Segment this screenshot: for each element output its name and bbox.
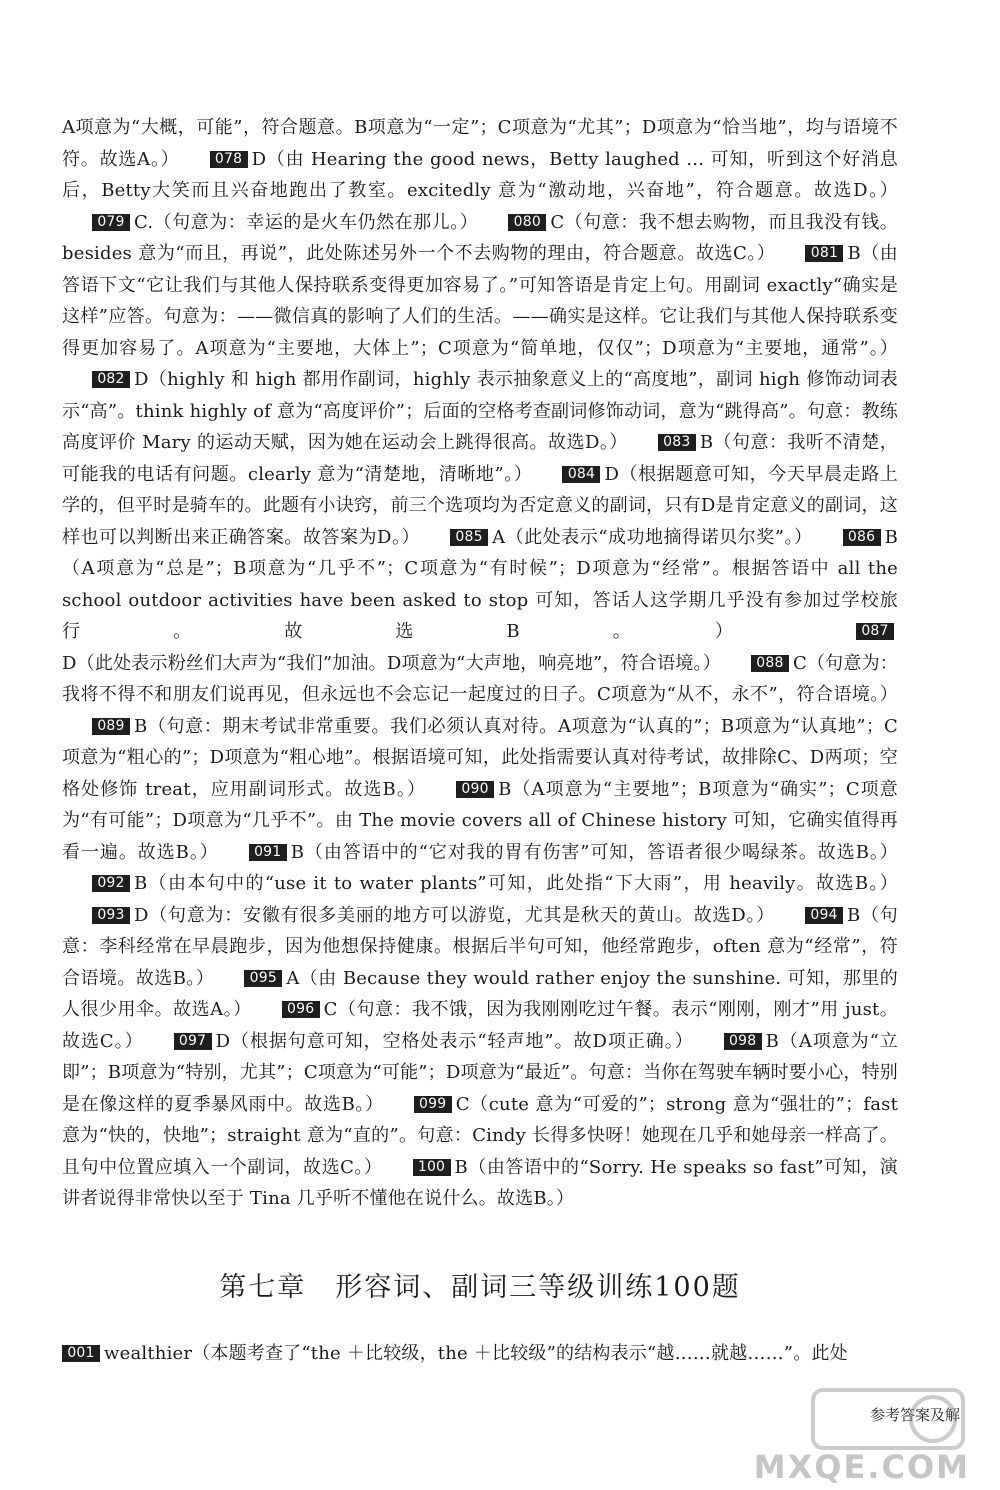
question-number-badge: 081 [805, 245, 843, 262]
question-number-badge: 098 [724, 1033, 762, 1050]
question-number-badge: 083 [658, 434, 696, 451]
answer-text: D（此处表示粉丝们大声为“我们”加油。D项意为“大声地，响亮地”，符合语境。） [62, 652, 721, 674]
answer-text: B（由本句中的“use it to water plants”可知，此处指“下大雨”，用 heavily。故选B。） [134, 873, 898, 894]
question-number-badge: 087 [856, 623, 894, 640]
answer-text: C（句意：我不饿，因为我刚刚吃过午餐。表示“刚刚，刚才”用 just。故选C。） [62, 999, 898, 1052]
answer-text: C（句意为：我将不得不和朋友们说再见，但永远也不会忘记一起度过的日子。C项意为“从不，永不”，符合语境。） [62, 652, 898, 705]
answer-text: C.（句意为：幸运的是火车仍然在那儿。） [134, 211, 479, 233]
answer-text: B（A项意为“立即”；B项意为“特别，尤其”；C项意为“可能”；D项意为“最近”。句意：当你在驾驶车辆时要小心，特别是在像这样的夏季暴风雨中。故选B。） [62, 1030, 898, 1115]
question-number-badge: 078 [210, 151, 248, 168]
answer-text: D（highly 和 high 都用作副词，highly 表示抽象意义上的“高度地”，副词 high 修饰动词表示“高”。think highly of 意为“高度评价”；后面的空格考查副词修饰动词，意为“跳得高”。句意：教练高度评价 Mary 的运动天赋，因为她在运动会上跳得很高。故选D。） [62, 369, 898, 453]
question-number-badge: 095 [244, 970, 282, 987]
answer-text: B（A项意为“主要地”；B项意为“确实”；C项意为“有可能”；D项意为“几乎不”。由 The movie covers all of Chinese history 可知，它确实值得再看一遍。故选B。） [62, 778, 898, 863]
answer-text: A项意为“大概，可能”，符合题意。B项意为“一定”；C项意为“尤其”；D项意为“恰当地”，均与语境不符。故选A。） [62, 117, 898, 170]
answer-text: B（由答语中的“它对我的胃有伤害”可知，答语者很少喝绿茶。故选B。） [290, 841, 899, 863]
answer-text: A（此处表示“成功地摘得诺贝尔奖”。） [492, 526, 813, 548]
question-number-badge: 094 [805, 907, 843, 924]
question-number-badge: 100 [413, 1159, 451, 1176]
answer-text: D（句意为：安徽有很多美丽的地方可以游览，尤其是秋天的黄山。故选D。） [134, 904, 776, 926]
answer-text: B（由答语下文“它让我们与其他人保持联系变得更加容易了。”可知答语是肯定上句。用副词 exactly“确实是这样”应答。句意为：——微信真的影响了人们的生活。——确实是这样。它让我们与其他人保持联系变得更加容易了。A项意为“主要地，大体上”；C项意为“简单地，仅仅”；D项意为“主要地，通常”。） [62, 243, 899, 359]
answer-text: D（根据句意可知，空格处表示“轻声地”。故D项正确。） [215, 1030, 694, 1052]
question-number-badge: 093 [92, 907, 130, 924]
answer-text: B（句意：李科经常在早晨跑步，因为他想保持健康。根据后半句可知，他经常跑步，often 意为“经常”，符合语境。故选B。） [62, 904, 898, 989]
question-number-badge: 096 [282, 1001, 320, 1018]
answer-text: B（句意：期末考试非常重要。我们必须认真对待。A项意为“认真的”；B项意为“认真地”；C项意为“粗心的”；D项意为“粗心地”。根据语境可知，此处指需要认真对待考试，故排除C、D两项；空格处修饰 treat，应用副词形式。故选B。） [62, 715, 898, 800]
question-number-badge: 092 [92, 875, 130, 892]
answer-text: D（根据题意可知，今天早晨走路上学的，但平时是骑车的。此题有小诀窍，前三个选项均为否定意义的副词，只有D是肯定意义的副词，这样也可以判断出来正确答案。故答案为D。） [62, 463, 898, 548]
answer-text: C（句意：我不想去购物，而且我没有钱。besides 意为“而且，再说”，此处陈述另外一个不去购物的理由，符合题意。故选C。） [62, 211, 898, 264]
answer-text: D（由 Hearing the good news，Betty laughed ... 可知，听到这个好消息后，Betty大笑而且兴奋地跑出了教室。excitedly 意为“激动地，兴奋地”，符合题意。故选D。） [62, 148, 898, 201]
answer-text: wealthier（本题考查了“the ＋比较级，the ＋比较级”的结构表示“越……就越……”。此处 [104, 1342, 848, 1364]
page-footer: 参考答案及解 [869, 1406, 960, 1424]
question-number-badge: 091 [249, 844, 287, 861]
answer-text: B（句意：我听不清楚，可能我的电话有问题。clearly 意为“清楚地，清晰地”。） [62, 432, 898, 485]
question-number-badge: 089 [92, 718, 130, 735]
question-number-badge: 079 [92, 214, 130, 231]
answer-paragraph-chapter7 [62, 1338, 898, 1370]
page-content [62, 112, 898, 1369]
question-number-badge: 090 [456, 781, 494, 798]
question-number-badge: 088 [751, 655, 789, 672]
answer-text: B（A项意为“总是”；B项意为“几乎不”；C项意为“有时候”；D项意为“经常”。根据答语中 all the school outdoor activities have been asked to stop 可知，答话人这学期几乎没有参加过学校旅行。故选B。） [62, 526, 898, 642]
answer-text: B（由答语中的“Sorry. He speaks so fast”可知，演讲者说得非常快以至于 Tina 几乎听不懂他在说什么。故选B。） [62, 1156, 898, 1209]
question-number-badge: 084 [562, 466, 600, 483]
question-number-badge: 082 [92, 371, 130, 388]
answer-paragraph [62, 112, 898, 1215]
question-number-badge: 085 [450, 529, 488, 546]
chapter-title: 第七章 形容词、副词三等级训练100题 [219, 1271, 741, 1303]
answer-text: C（cute 意为“可爱的”；strong 意为“强壮的”；fast 意为“快的，快地”；straight 意为“直的”。句意：Cindy 长得多快呀！她现在几乎和她母亲一样高了。且句中位置应填入一个副词，故选C。） [62, 1093, 899, 1178]
question-number-badge: 080 [508, 214, 546, 231]
question-number-badge: 097 [174, 1033, 212, 1050]
question-number-badge: 086 [843, 529, 881, 546]
question-number-badge: 001 [62, 1345, 100, 1362]
question-number-badge: 099 [414, 1096, 452, 1113]
answer-text: A（由 Because they would rather enjoy the sunshine. 可知，那里的人很少用伞。故选A。） [62, 967, 898, 1020]
watermark-text: MXQE.COM [753, 1448, 970, 1486]
